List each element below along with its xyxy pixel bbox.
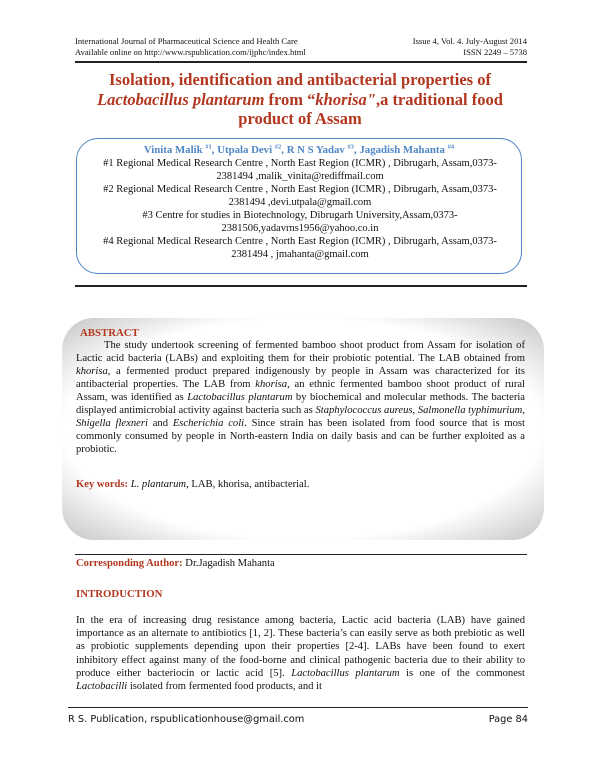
abstract-heading: ABSTRACT	[80, 327, 139, 339]
author-2: Utpala Devi $^{\#2}$,	[217, 143, 287, 156]
introduction-body: In the era of increasing drug resistance among bacteria, Lactic acid bacteria (LAB) have gained importance as an alternate to antibiotics [1, 2]. These bacteria’s can easily serve as both prebiotic as well as probiotic supplements depending upon their properties [2-4]. LABs have been found to exert inhibitory effect against many of the food-borne and clinical pathogenic bacteria due to their ability to produce either bacteriocin or lactic acid [5]. Lactobacillus plantarum is one of the commonest Lactobacilli isolated from fermented food products, and it	[76, 615, 525, 693]
affiliation-4: #4 Regional Medical Research Centre , North East Region (ICMR) , Dibrugarh, Assam,0373- 2381494 , jmahanta@gmail.com	[103, 236, 497, 260]
journal-url: Available online on http://www.rspublication.com/ijphc/index.html	[75, 47, 306, 57]
paper-title	[70, 70, 530, 129]
footer-divider	[68, 707, 528, 708]
introduction-heading: INTRODUCTION	[76, 588, 163, 600]
corresponding-label: Corresponding Author:	[76, 558, 183, 569]
affiliation-2: #2 Regional Medical Research Centre , North East Region (ICMR) , Dibrugarh, Assam,0373- 2381494 ,devi.utpala@gmail.com	[103, 184, 497, 208]
title-end: ,a traditional food	[375, 89, 503, 109]
journal-header	[75, 36, 306, 58]
footer-publisher: R S. Publication, rspublicationhouse@gmail.com	[68, 714, 305, 725]
author-list	[76, 143, 522, 156]
issn: ISSN 2249 – 5738	[463, 47, 527, 57]
header-divider	[75, 61, 527, 63]
author-1: Vinita Malik $^{\#1}$,	[143, 143, 218, 156]
author-3: R N S Yadav $^{\#3}$,	[286, 143, 360, 156]
affiliation-1: #1 Regional Medical Research Centre , North East Region (ICMR) , Dibrugarh, Assam,0373- 2381494 ,malik_vinita@rediffmail.com	[103, 158, 497, 182]
corresponding-name: Dr.Jagadish Mahanta	[182, 558, 275, 569]
issue-info	[413, 36, 527, 58]
title-khorisa: khorisa"	[315, 89, 376, 109]
issue-number: Issue 4, Vol. 4. July-August 2014	[412, 36, 527, 46]
title-line1: Isolation, identification and antibacterial properties of	[109, 70, 491, 89]
corresponding-divider	[75, 554, 527, 555]
page-number: Page 84	[488, 714, 528, 725]
author-4: Jagadish Mahanta $^{\#4}$	[359, 143, 455, 156]
title-mid: from “	[264, 89, 316, 109]
journal-name: International Journal of Pharmaceutical Science and Health Care	[75, 36, 298, 46]
title-species: Lactobacillus plantarum	[97, 89, 265, 109]
section-divider	[75, 285, 527, 287]
keywords: Key words: L. plantarum, LAB, khorisa, antibacterial.	[76, 479, 310, 490]
affiliation-3: #3 Centre for studies in Biotechnology, Dibrugarh University,Assam,0373- 2381506,yadavrns1956@yahoo.co.in	[142, 210, 458, 234]
title-line3: product of Assam	[238, 109, 362, 128]
abstract-body: The study undertook screening of fermented bamboo shoot product from Assam for isolation of Lactic acid bacteria (LABs) and exploiting them for their probiotic potential. The LAB obtained from khorisa, a fermented product prepared indigenously by people in Assam was characterized for its antibacterial properties. The LAB from khorisa, an ethnic fermented bamboo shoot product of rural Assam, was identified as Lactobacillus plantarum by biochemical and molecular methods. The bacteria displayed antimicrobial activity against bacteria such as Staphylococcus aureus, Salmonella typhimurium, Shigella flexneri and Escherichia coli. Since strain has been isolated from food source that is most commonly consumed by people in North-eastern India on daily basis and can be further exploited as a probiotic.	[76, 340, 526, 455]
corresponding-author	[76, 558, 275, 569]
keywords-label: Key words:	[76, 479, 129, 490]
